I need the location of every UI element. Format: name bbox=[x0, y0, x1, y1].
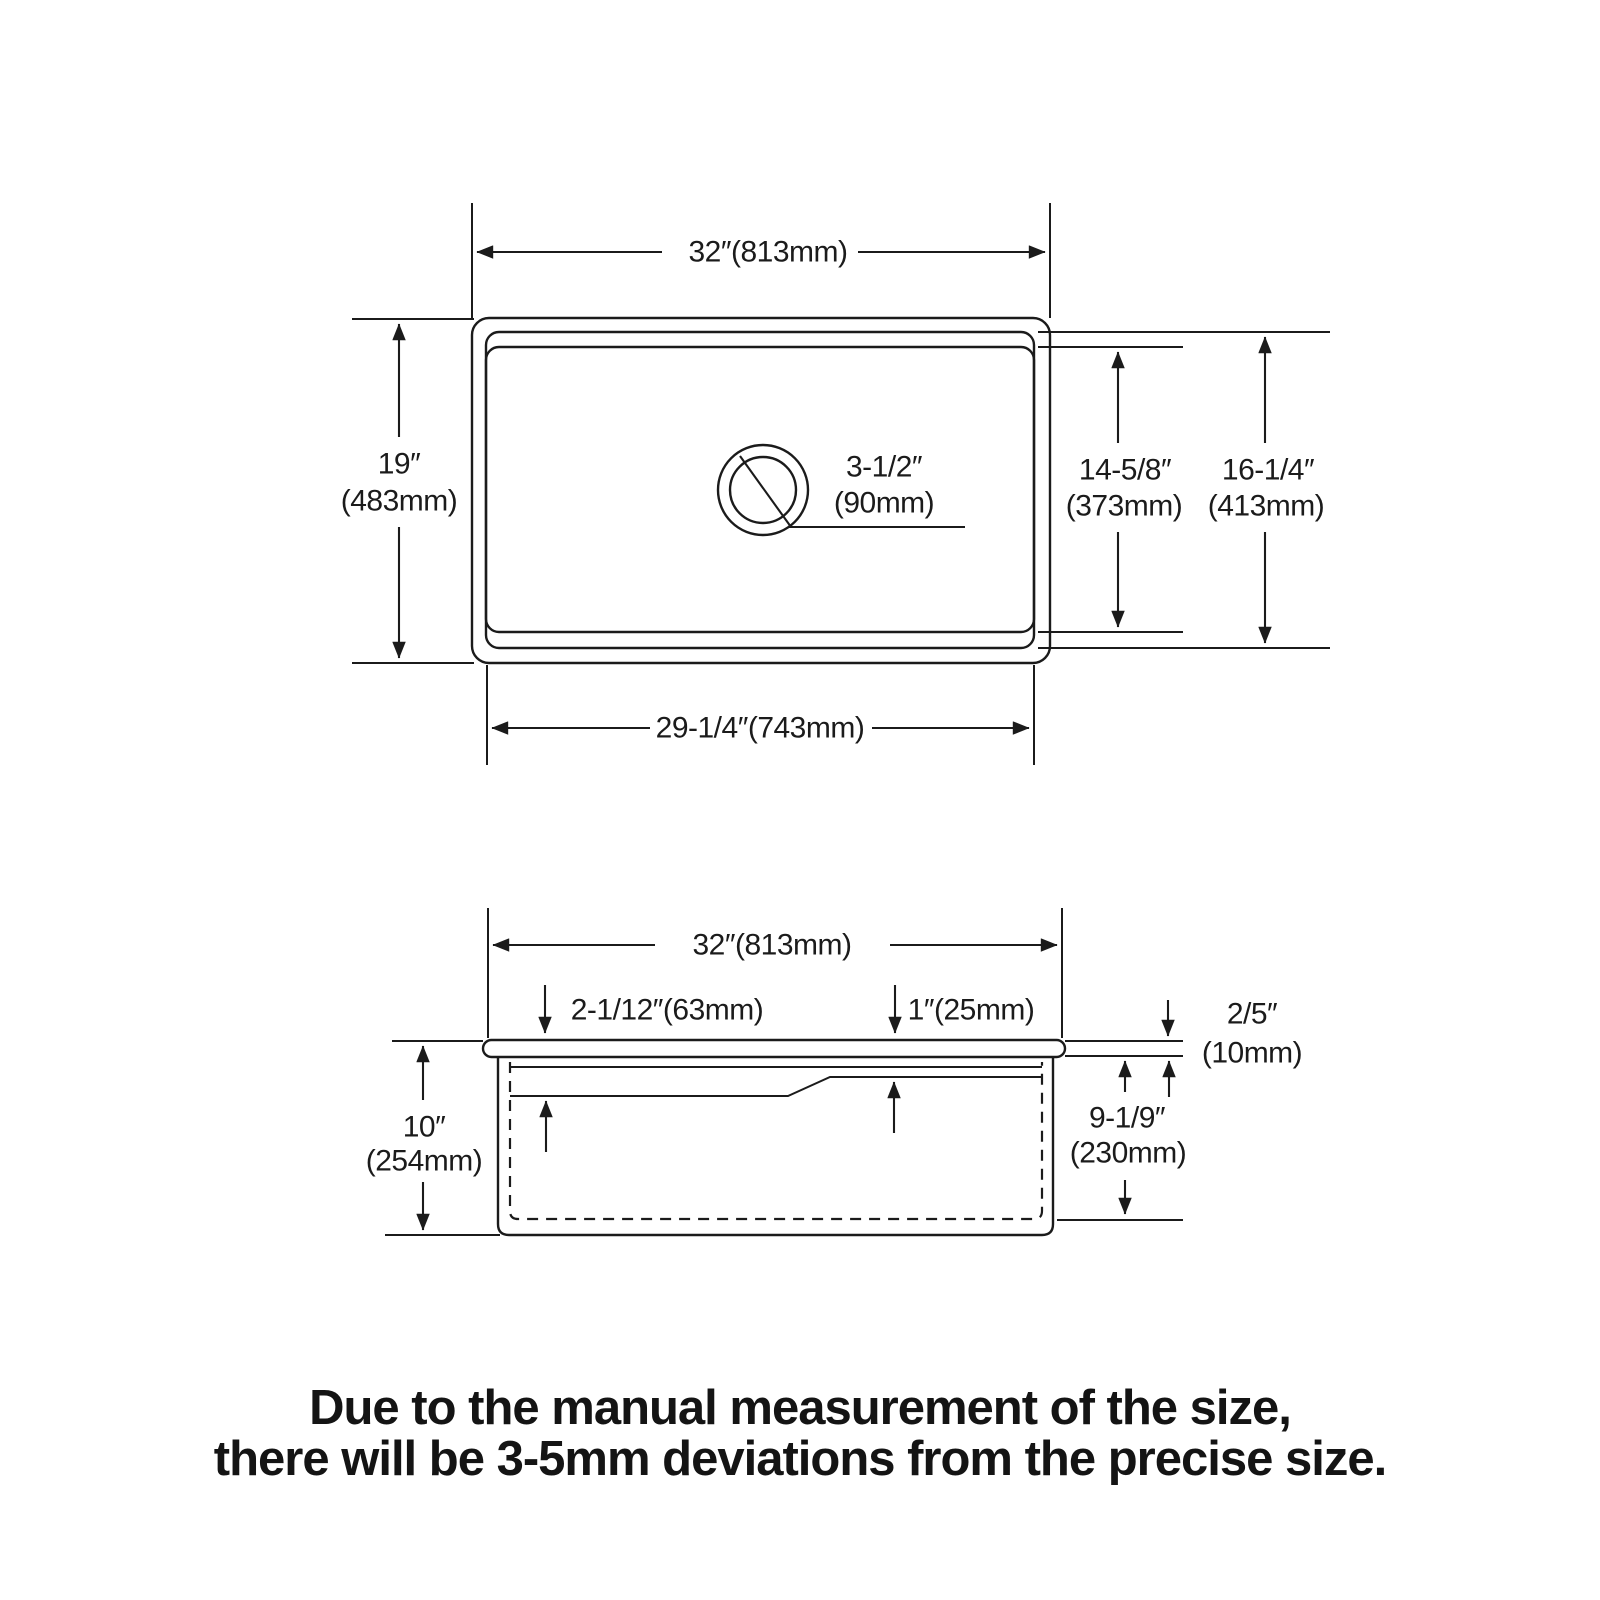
top-width-label: 32″(813mm) bbox=[688, 235, 848, 269]
outer-height-mm-label: (413mm) bbox=[1207, 489, 1325, 523]
side-view-inner-dashed-outline bbox=[510, 1062, 1042, 1219]
drain-size-in-label: 3-1/2″ bbox=[846, 450, 922, 484]
drain-inner-circle bbox=[730, 457, 796, 523]
overall-height-in-label: 10″ bbox=[402, 1110, 446, 1144]
disclaimer-line-1: Due to the manual measurement of the size, bbox=[309, 1381, 1291, 1435]
drain-size-mm-label: (90mm) bbox=[833, 486, 935, 520]
left-height-mm-label: (483mm) bbox=[340, 484, 458, 518]
rim-thickness-mm-label: (10mm) bbox=[1201, 1036, 1303, 1070]
left-height-in-label: 19″ bbox=[377, 447, 421, 481]
sink-side-view bbox=[366, 908, 1302, 1235]
outer-height-in-label: 16-1/4″ bbox=[1221, 453, 1315, 487]
rim-thickness-in-label: 2/5″ bbox=[1226, 997, 1278, 1031]
inner-height-mm-label: (373mm) bbox=[1065, 489, 1183, 523]
top-view-inner-rim-outline bbox=[486, 332, 1034, 648]
right-depth-label: 1″(25mm) bbox=[907, 993, 1035, 1027]
left-depth-label: 2-1/12″(63mm) bbox=[570, 993, 764, 1027]
drain-diagonal-line bbox=[740, 456, 791, 527]
side-view-basin-bottom-step-line bbox=[510, 1077, 1042, 1096]
side-view-rim bbox=[483, 1040, 1065, 1057]
sink-top-view bbox=[341, 203, 1330, 765]
disclaimer bbox=[214, 1381, 1386, 1486]
drain-outer-circle bbox=[718, 445, 808, 535]
top-view-basin-outline bbox=[486, 347, 1034, 632]
bowl-depth-in-label: 9-1/9″ bbox=[1089, 1101, 1165, 1135]
disclaimer-line-2: there will be 3-5mm deviations from the precise size. bbox=[213, 1432, 1387, 1486]
overall-height-mm-label: (254mm) bbox=[365, 1144, 483, 1178]
top-view-outer-rim-outline bbox=[472, 318, 1050, 663]
side-view-body-outline bbox=[498, 1057, 1053, 1235]
side-width-label: 32″(813mm) bbox=[692, 928, 852, 962]
bowl-depth-mm-label: (230mm) bbox=[1069, 1136, 1187, 1170]
inner-height-in-label: 14-5/8″ bbox=[1078, 453, 1172, 487]
inner-width-label: 29-1/4″(743mm) bbox=[655, 711, 865, 745]
